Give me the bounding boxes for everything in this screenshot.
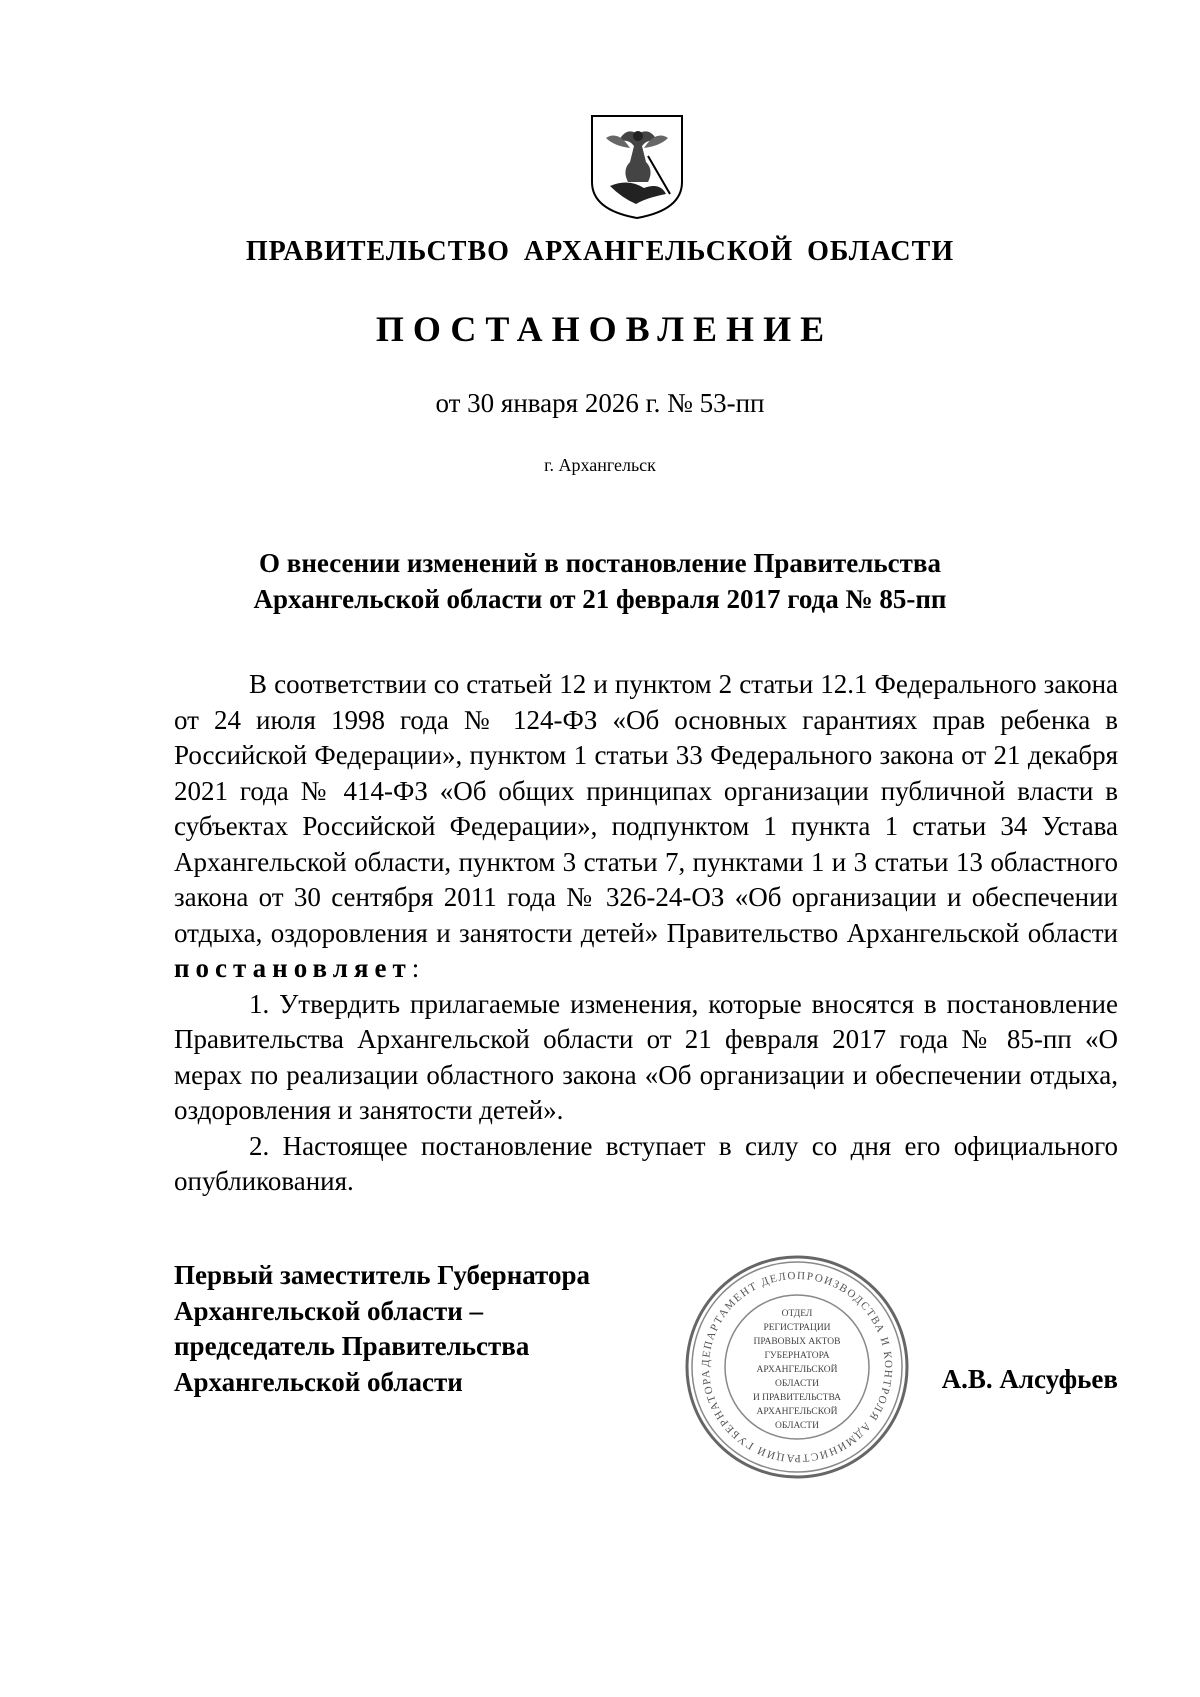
decrees-word: постановляет <box>174 953 412 983</box>
signatory-name: А.В. Алсуфьев <box>941 1364 1118 1394</box>
city: г. Архангельск <box>544 455 656 475</box>
document-body <box>174 667 1118 1200</box>
decrees-colon: : <box>411 953 420 983</box>
document-type: ПОСТАНОВЛЕНИЕ <box>375 309 834 349</box>
intro-paragraph <box>174 667 1118 987</box>
seal-line-9: ОБЛАСТИ <box>775 1421 819 1431</box>
seal-line-2: РЕГИСТРАЦИИ <box>763 1323 831 1333</box>
item-1: 1. Утвердить прилагаемые изменения, которые вносятся в постановление Правительства Архангельской области от 21 февраля 2017 года № 85-пп «О мерах по реализации областного закона «Об организации и обеспечении отдыха, оздоровления и занятости детей». <box>174 988 1118 1125</box>
signatory-title-line-2: Архангельской области – <box>174 1295 484 1326</box>
signatory-title <box>174 1258 590 1400</box>
seal-line-3: ПРАВОВЫХ АКТОВ <box>753 1337 841 1347</box>
seal-line-8: АРХАНГЕЛЬСКОЙ <box>756 1407 838 1417</box>
official-seal <box>682 1252 912 1482</box>
subject-line-2: Архангельской области от 21 февраля 2017 года № 85-пп <box>253 584 947 614</box>
signatory-title-line-3: председатель Правительства <box>174 1331 530 1361</box>
signatory-title-line-1: Первый заместитель Губернатора <box>174 1260 590 1290</box>
item-2: 2. Настоящее постановление вступает в силу со дня его официального опубликования. <box>174 1130 1118 1196</box>
seal-line-5: АРХАНГЕЛЬСКОЙ <box>756 1365 838 1375</box>
seal-line-4: ГУБЕРНАТОРА <box>764 1351 830 1361</box>
intro-text: В соответствии со статьей 12 и пунктом 2 статьи 12.1 Федерального закона от 24 июля 1998 года № 124-ФЗ «Об основных гарантиях прав ребенка в Российской Федерации», пунктом 1 статьи 33 Федерального закона от 21 декабря 2021 года № 414-ФЗ «Об общих принципах организации публичной власти в субъектах Российской Федерации», подпунктом 1 пункта 1 статьи 34 Устава Архангельской области, пунктом 3 статьи 7, пунктами 1 и 3 статьи 13 областного закона от 30 сентября 2011 года № 326-24-ОЗ «Об организации и обеспечении отдыха, оздоровления и занятости детей» Правительство Архангельской области <box>174 669 1118 948</box>
seal-line-7: И ПРАВИТЕЛЬСТВА <box>752 1393 842 1403</box>
document-subject <box>170 545 1030 617</box>
seal-line-6: ОБЛАСТИ <box>775 1379 819 1389</box>
government-title: ПРАВИТЕЛЬСТВО АРХАНГЕЛЬСКОЙ ОБЛАСТИ <box>245 236 955 267</box>
date-and-number: от 30 января 2026 г. № 53-пп <box>435 388 765 418</box>
seal-line-1: ОТДЕЛ <box>781 1309 813 1319</box>
coat-of-arms-icon <box>588 112 686 220</box>
subject-line-1: О внесении изменений в постановление Правительства <box>259 548 941 578</box>
seal-ring-text: ДЕПАРТАМЕНТ ДЕЛОПРОИЗВОДСТВА И КОНТРОЛЯ АДМИНИСТРАЦИИ ГУБЕРНАТОРА <box>699 1269 895 1465</box>
signatory-title-line-4: Архангельской области <box>174 1366 463 1397</box>
